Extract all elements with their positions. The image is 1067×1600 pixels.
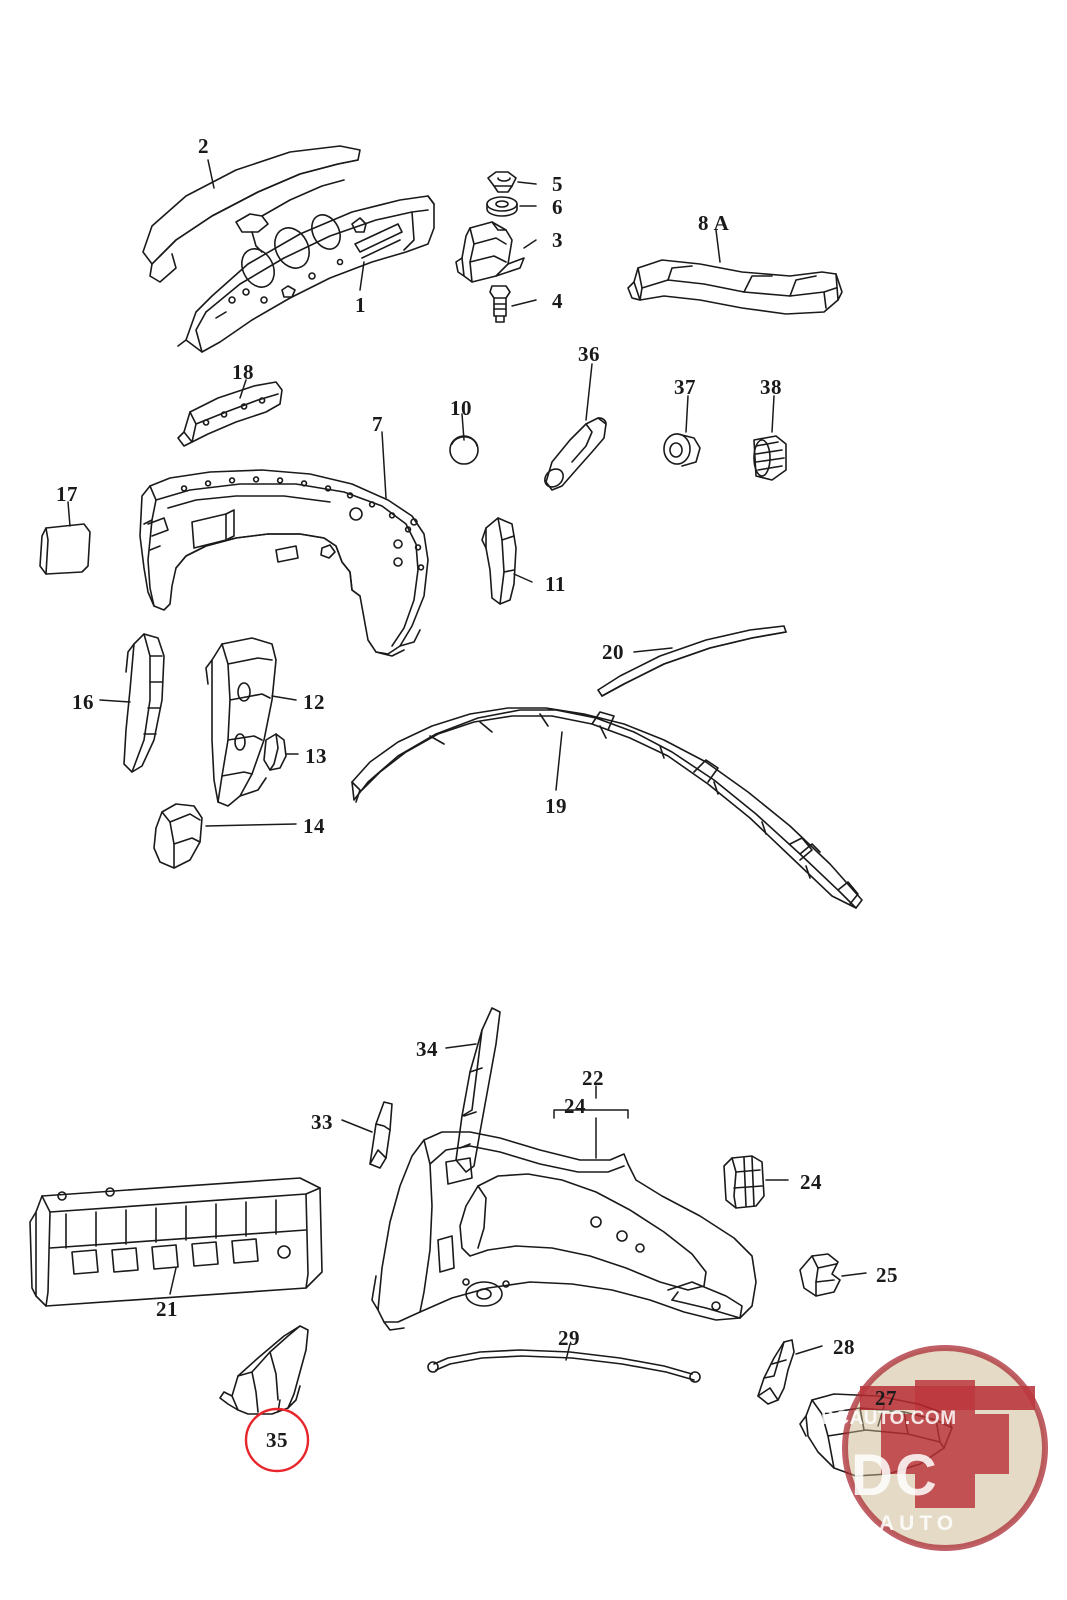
part-18-shape: [178, 382, 282, 446]
part-11-shape: [482, 518, 516, 604]
callout-19: 19: [545, 794, 567, 818]
callout-12: 12: [303, 690, 325, 714]
part-20-shape: [598, 626, 786, 696]
callout-24: 24: [800, 1170, 822, 1194]
callout-18: 18: [232, 360, 254, 384]
part-22-shape: [372, 1132, 756, 1330]
watermark-main-text: DC: [851, 1443, 939, 1508]
part-13-shape: [264, 734, 286, 770]
callout-20: 20: [602, 640, 624, 664]
callout-6: 6: [552, 195, 563, 219]
callout-22: 22: [582, 1066, 604, 1090]
callout-16: 16: [72, 690, 94, 714]
part-3-shape: [456, 222, 524, 282]
callout-29: 29: [558, 1326, 580, 1350]
part-19-shape: [352, 708, 862, 908]
part-8A-shape: [628, 260, 842, 314]
part-1-shape: [178, 196, 434, 352]
watermark-top-text: DCAUTO.COM: [821, 1408, 957, 1429]
part-25-shape: [800, 1254, 840, 1296]
part-5-shape: [488, 172, 516, 192]
callout-21: 21: [156, 1297, 178, 1321]
part-38-shape: [754, 436, 786, 480]
part-7-shape: [140, 470, 428, 656]
callout-25: 25: [876, 1263, 898, 1287]
part-28-shape: [758, 1340, 794, 1404]
callout-33: 33: [311, 1110, 333, 1134]
callout-37: 37: [674, 375, 696, 399]
callout-2: 2: [198, 134, 209, 158]
part-29-shape: [428, 1350, 700, 1382]
callout-3: 3: [552, 228, 563, 252]
callout-11: 11: [545, 572, 566, 596]
callout-4: 4: [552, 289, 563, 313]
part-35-shape: [220, 1326, 308, 1414]
watermark: [821, 1404, 1059, 1594]
callout-5: 5: [552, 172, 563, 196]
part-4-shape: [490, 286, 510, 322]
callout-1: 1: [355, 293, 366, 317]
callout-36: 36: [578, 342, 600, 366]
callout-38: 38: [760, 375, 782, 399]
callout-27: 27: [875, 1386, 897, 1410]
callout-14: 14: [303, 814, 325, 838]
part-16-shape: [124, 634, 164, 772]
part-24-shape: [724, 1156, 764, 1208]
part-21-shape: [30, 1178, 322, 1306]
callout-34: 34: [416, 1037, 438, 1061]
part-12-shape: [206, 638, 276, 806]
callout-17: 17: [56, 482, 78, 506]
part-36-shape: [541, 418, 606, 491]
part-6-shape: [487, 197, 517, 216]
part-17-shape: [40, 524, 90, 574]
callout-8a: 8 A: [698, 211, 730, 235]
callout-35: 35: [266, 1428, 288, 1452]
part-37-shape: [664, 434, 700, 466]
callout-28: 28: [833, 1335, 855, 1359]
callout-7: 7: [372, 412, 383, 436]
watermark-sub-text: AUTO: [879, 1512, 959, 1535]
part-14-shape: [154, 804, 202, 868]
part-33-shape: [370, 1102, 392, 1168]
leader-lines: [68, 160, 884, 1426]
callout-13: 13: [305, 744, 327, 768]
callout-24-bracket: 24: [564, 1094, 586, 1118]
callout-10: 10: [450, 396, 472, 420]
